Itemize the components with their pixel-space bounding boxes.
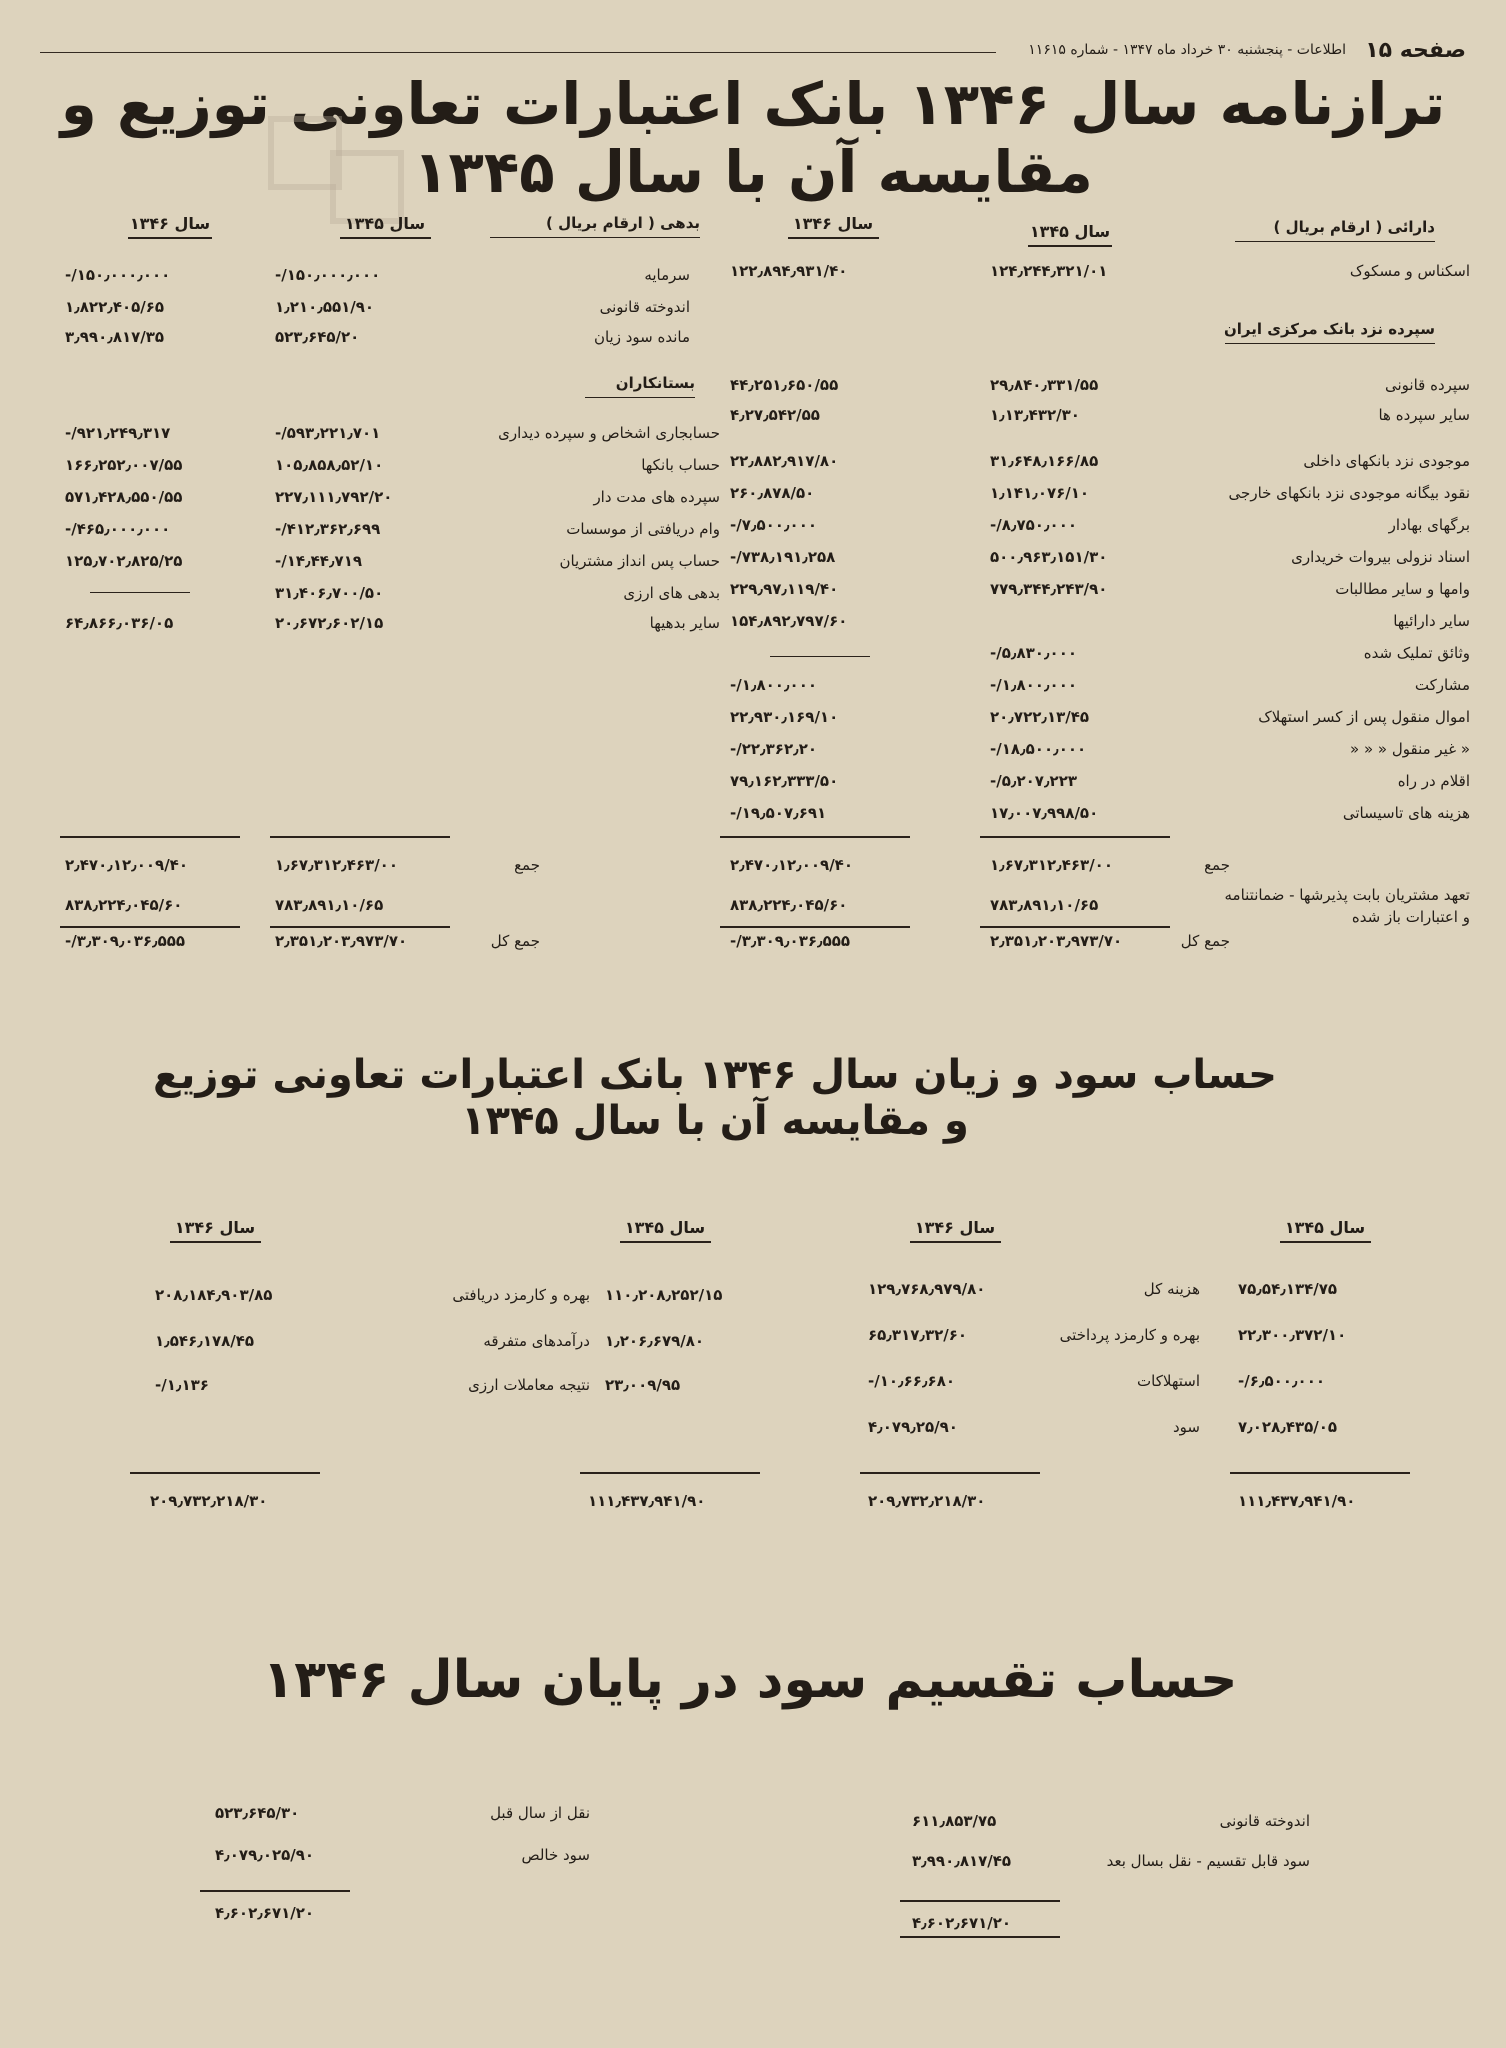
assets-row-1345: ۲۹٫۸۴۰٫۳۳۱/۵۵ <box>990 376 1099 394</box>
assets-row-1346: ۱۲۲٫۸۹۴٫۹۳۱/۴۰ <box>730 262 848 280</box>
assets-row-1346: ۴٫۲۷٫۵۴۲/۵۵ <box>730 406 820 424</box>
liabilities-total-1345: ۱٫۶۷٫۳۱۲٫۴۶۳/۰۰ <box>275 856 398 874</box>
assets-row-1345: ۵۰۰٫۹۶۳٫۱۵۱/۳۰ <box>990 548 1108 566</box>
pl-debit-1345: ۶٫۵۰۰٫۰۰۰/- <box>1238 1372 1326 1390</box>
assets-row-1345: ۵٫۸۳۰٫۰۰۰/- <box>990 644 1078 662</box>
assets-row-1345: ۳۱٫۶۴۸٫۱۶۶/۸۵ <box>990 452 1099 470</box>
assets-row-1345: ۱٫۸۰۰٫۰۰۰/- <box>990 676 1078 694</box>
rule <box>1230 1472 1410 1474</box>
pl-debit-1346: ۱۲۹٫۷۶۸٫۹۷۹/۸۰ <box>868 1280 986 1298</box>
liabilities-row-label: سپرده های مدت دار <box>593 488 720 506</box>
assets-col-1346: سال ۱۳۴۶ <box>768 214 898 239</box>
assets-row-label: مشارکت <box>1414 676 1470 694</box>
assets-row-1345: ۵٫۲۰۷٫۲۲۳/- <box>990 772 1078 790</box>
liabilities-row-1345: ۲۰٫۶۷۲٫۶۰۲/۱۵ <box>275 614 384 632</box>
pl-credit-col-1345: سال ۱۳۴۵ <box>600 1218 730 1243</box>
liabilities-total-1346: ۲٫۴۷۰٫۱۲٫۰۰۹/۴۰ <box>65 856 188 874</box>
assets-row-1346: ۱٫۸۰۰٫۰۰۰/- <box>730 676 818 694</box>
assets-row-1346: ۲۲٫۹۳۰٫۱۶۹/۱۰ <box>730 708 839 726</box>
pl-debit-1345: ۷۵٫۵۴٫۱۳۴/۷۵ <box>1238 1280 1338 1298</box>
pl-debit-1345: ۷٫۰۲۸٫۴۳۵/۰۵ <box>1238 1418 1338 1436</box>
assets-row-label: سایر دارائیها <box>1393 612 1470 630</box>
liabilities-top-1345: ۵۲۳٫۶۴۵/۲۰ <box>275 328 360 346</box>
rule <box>580 1472 760 1474</box>
pl-credit-label: درآمدهای متفرقه <box>483 1332 590 1350</box>
assets-row-1346: ۷۹٫۱۶۲٫۳۳۳/۵۰ <box>730 772 839 790</box>
dist-left-label: سود خالص <box>521 1846 590 1864</box>
liabilities-col-1346: سال ۱۳۴۶ <box>110 214 230 239</box>
assets-row-1345: ۱۸٫۵۰۰٫۰۰۰/- <box>990 740 1087 758</box>
assets-row-label: اسناد نزولی بیروات خریداری <box>1291 548 1470 566</box>
liabilities-row-1346: ۱۲۵٫۷۰۲٫۸۲۵/۲۵ <box>65 552 183 570</box>
assets-row-1345: ۱٫۱۴۱٫۰۷۶/۱۰ <box>990 484 1090 502</box>
assets-total-label: جمع <box>1204 856 1230 874</box>
liabilities-row-1345: ۴۱۲٫۳۶۲٫۶۹۹/- <box>275 520 381 538</box>
pl-debit-1345: ۲۲٫۳۰۰٫۳۷۲/۱۰ <box>1238 1326 1347 1344</box>
assets-row-1346: ۷٫۵۰۰٫۰۰۰/- <box>730 516 818 534</box>
assets-commit-1345: ۷۸۳٫۸۹۱٫۱۰/۶۵ <box>990 896 1099 914</box>
dist-right-value: ۶۱۱٫۸۵۳/۷۵ <box>912 1812 997 1830</box>
pl-debit-1346: ۶۵٫۳۱۷٫۳۲/۶۰ <box>868 1326 968 1344</box>
pl-debit-col-1346: سال ۱۳۴۶ <box>890 1218 1020 1243</box>
assets-row-1346: ۲۲٫۸۸۲٫۹۱۷/۸۰ <box>730 452 839 470</box>
pl-credit-label: نتیجه معاملات ارزی <box>468 1376 590 1394</box>
assets-total-1345: ۱٫۶۷٫۳۱۲٫۴۶۳/۰۰ <box>990 856 1113 874</box>
assets-row-1345: ۱۷٫۰۰۷٫۹۹۸/۵۰ <box>990 804 1099 822</box>
rule <box>130 1472 320 1474</box>
assets-row-label: اقلام در راه <box>1397 772 1470 790</box>
rule <box>270 836 450 838</box>
dist-left-value: ۴٫۰۷۹٫۰۲۵/۹۰ <box>215 1846 315 1864</box>
assets-commit-1346: ۸۳۸٫۲۲۴٫۰۴۵/۶۰ <box>730 896 848 914</box>
assets-row-1345: ۷۷۹٫۳۴۴٫۲۴۳/۹۰ <box>990 580 1108 598</box>
assets-row-label: موجودی نزد بانکهای داخلی <box>1303 452 1470 470</box>
liabilities-grand-1345: ۲٫۳۵۱٫۲۰۳٫۹۷۳/۷۰ <box>275 932 408 950</box>
assets-row-label: اسکناس و مسکوک <box>1349 262 1470 280</box>
liabilities-top-1345: ۱۵۰٫۰۰۰٫۰۰۰/- <box>275 266 381 284</box>
liabilities-heading: بدهی ( ارقام بریال ) <box>490 214 700 238</box>
dist-right-total: ۴٫۶۰۲٫۶۷۱/۲۰ <box>912 1914 1012 1932</box>
liabilities-top-label: سرمایه <box>644 266 690 284</box>
pl-credit-1346: ۱٫۵۴۶٫۱۷۸/۴۵ <box>155 1332 255 1350</box>
liabilities-grand-1346: ۳٫۳۰۹٫۰۳۶٫۵۵۵/- <box>65 932 186 950</box>
dist-right-value: ۳٫۹۹۰٫۸۱۷/۴۵ <box>912 1852 1012 1870</box>
rule <box>900 1900 1060 1902</box>
pl-debit-col-1345: سال ۱۳۴۵ <box>1260 1218 1390 1243</box>
rule <box>980 836 1170 838</box>
pl-credit-total-1346: ۲۰۹٫۷۳۲٫۲۱۸/۳۰ <box>150 1492 268 1510</box>
liabilities-row-label: حسابجاری اشخاص و سپرده دیداری <box>498 424 720 442</box>
pl-debit-1346: ۴٫۰۷۹٫۲۵/۹۰ <box>868 1418 958 1436</box>
issue-info: اطلاعات - پنجشنبه ۳۰ خرداد ماه ۱۳۴۷ - شماره ۱۱۶۱۵ <box>1028 42 1346 58</box>
assets-row-1346: ۷۳۸٫۱۹۱٫۲۵۸/- <box>730 548 836 566</box>
commitments-label-2: و اعتبارات باز شده <box>1351 908 1470 926</box>
assets-row-1345: ۱۲۴٫۲۴۴٫۳۲۱/۰۱ <box>990 262 1108 280</box>
pl-credit-1346: ۲۰۸٫۱۸۴٫۹۰۳/۸۵ <box>155 1286 273 1304</box>
assets-row-1346: ۲۶۰٫۸۷۸/۵۰ <box>730 484 815 502</box>
assets-heading: دارائی ( ارقام بریال ) <box>1235 218 1435 242</box>
pl-credit-1345: ۱٫۲۰۶٫۶۷۹/۸۰ <box>605 1332 705 1350</box>
page-number: صفحه ۱۵ <box>1365 38 1466 63</box>
assets-row-label: سپرده قانونی <box>1384 376 1470 394</box>
liabilities-total-label: جمع <box>514 856 540 874</box>
assets-row-1345: ۸٫۷۵۰٫۰۰۰/- <box>990 516 1078 534</box>
assets-row-label: سایر سپرده ها <box>1378 406 1470 424</box>
liabilities-row-1345: ۲۲۷٫۱۱۱٫۷۹۲/۲۰ <box>275 488 393 506</box>
pl-credit-label: بهره و کارمزد دریافتی <box>452 1286 590 1304</box>
liabilities-row-label: بدهی های ارزی <box>623 584 720 602</box>
assets-row-label: اموال منقول پس از کسر استهلاک <box>1258 708 1470 726</box>
assets-row-label: برگهای بهادار <box>1388 516 1470 534</box>
rule <box>90 592 190 593</box>
pl-debit-total-1346: ۲۰۹٫۷۳۲٫۲۱۸/۳۰ <box>868 1492 986 1510</box>
assets-subheading: سپرده نزد بانک مرکزی ایران <box>1225 320 1435 344</box>
dist-left-label: نقل از سال قبل <box>490 1804 590 1822</box>
rule <box>60 836 240 838</box>
liabilities-top-1346: ۱۵۰٫۰۰۰٫۰۰۰/- <box>65 266 171 284</box>
liabilities-top-label: اندوخته قانونی <box>599 298 690 316</box>
rule <box>860 1472 1040 1474</box>
liabilities-col-1345: سال ۱۳۴۵ <box>320 214 450 239</box>
profit-distribution <box>0 1790 1506 1950</box>
pl-credit-total-1345: ۱۱۱٫۴۳۷٫۹۴۱/۹۰ <box>588 1492 706 1510</box>
assets-row-label: وثائق تملیک شده <box>1363 644 1470 662</box>
liabilities-row-label: حساب بانکها <box>641 456 720 474</box>
dist-left-value: ۵۲۳٫۶۴۵/۳۰ <box>215 1804 300 1822</box>
pl-credit-1346: ۱٫۱۳۶/- <box>155 1376 209 1394</box>
liabilities-row-label: وام دریافتی از موسسات <box>566 520 720 538</box>
dist-right-label: اندوخته قانونی <box>1219 1812 1310 1830</box>
assets-row-1346: ۴۴٫۲۵۱٫۶۵۰/۵۵ <box>730 376 839 394</box>
profit-loss-title: حساب سود و زیان سال ۱۳۴۶ بانک اعتبارات تعاونی توزیع و مقایسه آن با سال ۱۳۴۵ <box>153 1052 1277 1144</box>
balance-sheet <box>0 0 1506 960</box>
pl-credit-1345: ۱۱۰٫۲۰۸٫۲۵۲/۱۵ <box>605 1286 723 1304</box>
assets-row-1345: ۲۰٫۷۲۲٫۱۳/۴۵ <box>990 708 1090 726</box>
assets-row-1346: ۱۹٫۵۰۷٫۶۹۱/- <box>730 804 827 822</box>
liabilities-row-1346: ۴۶۵٫۰۰۰٫۰۰۰/- <box>65 520 171 538</box>
liabilities-row-1345: ۵۹۳٫۲۲۱٫۷۰۱/- <box>275 424 381 442</box>
assets-grand-label: جمع کل <box>1180 932 1230 950</box>
assets-row-1346: ۱۵۴٫۸۹۲٫۷۹۷/۶۰ <box>730 612 848 630</box>
rule <box>980 926 1170 928</box>
liabilities-row-label: سایر بدهیها <box>649 614 720 632</box>
liabilities-row-label: حساب پس انداز مشتریان <box>559 552 720 570</box>
assets-col-1345: سال ۱۳۴۵ <box>1010 222 1130 247</box>
liabilities-top-1346: ۱٫۸۲۲٫۴۰۵/۶۵ <box>65 298 165 316</box>
liabilities-top-1345: ۱٫۲۱۰٫۵۵۱/۹۰ <box>275 298 375 316</box>
pl-debit-label: بهره و کارمزد پرداختی <box>1059 1326 1200 1344</box>
commitments-label-1: تعهد مشتریان بابت پذیرشها - ضمانتنامه <box>1224 886 1470 904</box>
assets-row-label: نقود بیگانه موجودی نزد بانکهای خارجی <box>1228 484 1470 502</box>
rule <box>270 926 450 928</box>
pl-debit-1346: ۱۰٫۶۶٫۶۸۰/- <box>868 1372 956 1390</box>
liabilities-row-1345: ۱۴٫۴۴٫۷۱۹/- <box>275 552 363 570</box>
profit-distribution-title: حساب تقسیم سود در پایان سال ۱۳۴۶ <box>262 1650 1238 1710</box>
liabilities-row-1346: ۶۴٫۸۶۶٫۰۳۶/۰۵ <box>65 614 174 632</box>
assets-row-1345: ۱٫۱۳٫۴۳۲/۳۰ <box>990 406 1080 424</box>
liabilities-commit-1345: ۷۸۳٫۸۹۱٫۱۰/۶۵ <box>275 896 384 914</box>
liabilities-row-1345: ۳۱٫۴۰۶٫۷۰۰/۵۰ <box>275 584 384 602</box>
liabilities-top-1346: ۳٫۹۹۰٫۸۱۷/۳۵ <box>65 328 165 346</box>
assets-row-1346: ۲۲٫۳۶۲٫۲۰/- <box>730 740 818 758</box>
rule <box>60 926 240 928</box>
pl-credit-1345: ۲۳٫۰۰۹/۹۵ <box>605 1376 681 1394</box>
assets-row-1346: ۲۲۹٫۹۷٫۱۱۹/۴۰ <box>730 580 839 598</box>
rule <box>200 1890 350 1892</box>
pl-credit-col-1346: سال ۱۳۴۶ <box>150 1218 280 1243</box>
assets-row-label: هزینه های تاسیساتی <box>1342 804 1470 822</box>
profit-loss <box>0 1190 1506 1530</box>
liabilities-row-1346: ۱۶۶٫۲۵۲٫۰۰۷/۵۵ <box>65 456 183 474</box>
rule <box>720 926 910 928</box>
liabilities-top-label: مانده سود زیان <box>593 328 690 346</box>
liabilities-commit-1346: ۸۳۸٫۲۲۴٫۰۴۵/۶۰ <box>65 896 183 914</box>
pl-debit-label: سود <box>1173 1418 1200 1436</box>
assets-grand-1346: ۳٫۳۰۹٫۰۳۶٫۵۵۵/- <box>730 932 851 950</box>
pl-debit-total-1345: ۱۱۱٫۴۳۷٫۹۴۱/۹۰ <box>1238 1492 1356 1510</box>
dist-left-total: ۴٫۶۰۲٫۶۷۱/۲۰ <box>215 1904 315 1922</box>
assets-total-1346: ۲٫۴۷۰٫۱۲٫۰۰۹/۴۰ <box>730 856 853 874</box>
liabilities-row-1346: ۵۷۱٫۴۲۸٫۵۵۰/۵۵ <box>65 488 183 506</box>
assets-row-label: « غیر منقول « « « <box>1350 740 1470 758</box>
balance-sheet-title: ترازنامه سال ۱۳۴۶ بانک اعتبارات تعاونی توزیع و مقایسه آن با سال ۱۳۴۵ <box>60 70 1446 206</box>
dist-right-label: سود قابل تقسیم - نقل بسال بعد <box>1106 1852 1310 1870</box>
pl-debit-label: هزینه کل <box>1143 1280 1200 1298</box>
pl-debit-label: استهلاکات <box>1137 1372 1200 1390</box>
liabilities-subheading: بستانکاران <box>585 374 695 398</box>
rule <box>720 836 910 838</box>
liabilities-row-1346: ۹۲۱٫۲۴۹٫۳۱۷/- <box>65 424 171 442</box>
liabilities-grand-label: جمع کل <box>490 932 540 950</box>
assets-row-label: وامها و سایر مطالبات <box>1335 580 1470 598</box>
liabilities-row-1345: ۱۰۵٫۸۵۸٫۵۲/۱۰ <box>275 456 384 474</box>
rule <box>770 656 870 657</box>
assets-grand-1345: ۲٫۳۵۱٫۲۰۳٫۹۷۳/۷۰ <box>990 932 1123 950</box>
rule <box>900 1936 1060 1938</box>
